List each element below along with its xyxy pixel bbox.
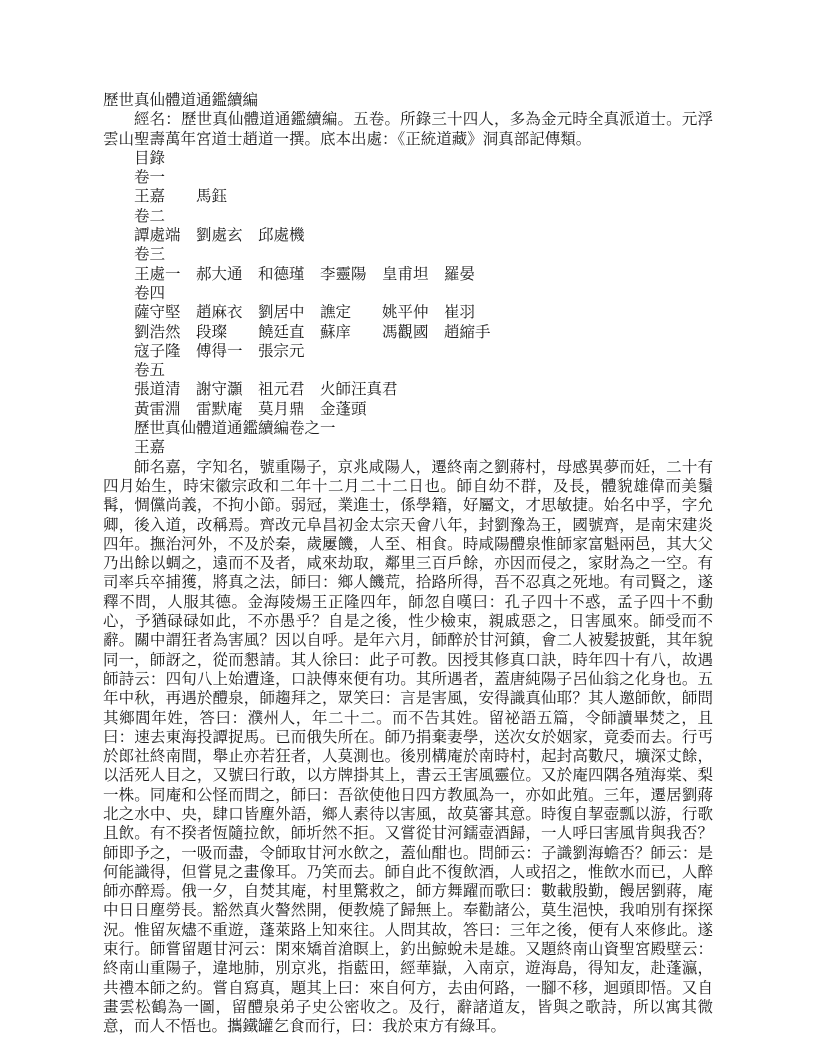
toc-name: 薩守堅 bbox=[134, 304, 181, 322]
toc-name: 謝守灝 bbox=[196, 381, 243, 399]
toc-name: 李靈陽 bbox=[320, 265, 367, 283]
toc-name-row-v5-2 bbox=[103, 400, 713, 419]
toc-name: 張宗元 bbox=[258, 342, 305, 360]
person-heading: 王嘉 bbox=[134, 439, 166, 457]
document-title: 歷世真仙體道通鑑續編 bbox=[103, 92, 259, 109]
toc-name: 趙縮手 bbox=[444, 323, 491, 341]
toc-name: 羅晏 bbox=[444, 265, 476, 283]
toc-name-row-v4-3 bbox=[103, 342, 713, 361]
toc-name-row-v4-2 bbox=[103, 323, 713, 342]
toc-name: 傅得一 bbox=[196, 342, 243, 360]
toc-name: 蘇庠 bbox=[320, 323, 352, 341]
toc-name-row-v4-1 bbox=[103, 303, 713, 322]
toc-volume-1-label: 卷一 bbox=[134, 169, 166, 187]
toc-name: 段璨 bbox=[196, 323, 228, 341]
toc-name: 姚平仲 bbox=[382, 304, 429, 322]
intro-paragraph: 經名：歷世真仙體道通鑑續編。五卷。所錄三十四人，多為金元時全真派道士。元浮雲山聖壽萬年宮道士趙道一撰。底本出處：《正統道藏》洞真部記傳類。 bbox=[103, 111, 713, 148]
toc-name: 劉居中 bbox=[258, 304, 305, 322]
toc-name-row-v1 bbox=[103, 187, 713, 206]
toc-name: 劉處玄 bbox=[196, 227, 243, 245]
toc-name: 莫月鼎 bbox=[258, 400, 305, 418]
toc-name: 王嘉 bbox=[134, 188, 166, 206]
toc-name-row-v3 bbox=[103, 265, 713, 284]
toc-name: 王處一 bbox=[134, 265, 181, 283]
biography-paragraph: 師名嘉，字知名，號重陽子，京兆咸陽人，遷終南之劉蔣村，母感異夢而妊，二十有四月始生，時宋徽宗政和二年十二月二十二日也。師自幼不群，及長，體貌雄偉而美鬚髯，惆儻尚義，不拘小節。弱冠，業進士，係學籍，好屬文，才思敏捷。始名中孚，字允卿，後入道，改稱焉。齊改元阜昌初金太宗天會八年，封劉豫為王，國號齊，是南宋建炎四年。撫治河外，不及於秦，歲屢饑，人至、相食。時咸陽醴泉惟師家富魁兩邑，其大父乃出餘以蜩之，遠而不及者，咸來劫取，鄰里三百戶餘，亦因而侵之，家財為之一空。有司率兵卒捕獲，將真之法，師曰：鄉人饑荒，拾路所得，吾不忍真之死地。有司賢之，遂釋不問，人服其德。金海陵煬王正隆四年，師忽自嘆曰：孔子四十不惑，孟子四十不動心，予猶碌碌如此，不亦愚乎？自是之後，性少檢束，親戚惡之，日害風來。師受而不辭。關中謂狂者為害風？因以自呼。是年六月，師醉於甘河鎮，會二人被髮披氈，其年貌同一，師訝之，從而懇請。其人徐曰：此子可教。因授其修真口訣，時年四十有八，故遇師詩云：四旬八上始遭逢，口訣傳來便有功。其所遇者，蓋唐純陽子呂仙翁之化身也。五年中秋，再遇於醴泉，師趨拜之，眾笑曰：言是害風，安得識真仙耶？其人邀師飲，師問其鄉閭年姓，答曰：濮州人，年二十二。而不告其姓。留祕語五篇，令師讀畢焚之，且曰：速去東海投譚捉馬。已而俄失所在。師乃捐棄妻學，送次女於姻家，竟委而去。行丐於郎社終南間，舉止亦若狂者，人莫測也。後別構庵於南時村，起封高數尺，壙深丈餘，以活死人目之，又號曰行敢，以方牌掛其上，書云王害風靈位。又於庵四隅各殖海棠、梨一株。同庵和公怪而問之，師曰：吾欲使他日四方教風為一，亦如此殖。三年，遷居劉蔣北之水中、央，肆口皆塵外語，鄉人素待以害風，故莫審其意。時復自挈壺瓢以游，行歌且飲。有不揆者恆隨拉飲，師圻然不拒。又嘗從甘河鑐壺酒歸，一人呼曰害風肯與我否？師即予之，一吸而盡，令師取甘河水飲之，蓋仙酣也。問師云：子識劉海蟾否？師云：是何能識得，但嘗見之畫像耳。乃笑而去。師自此不復飲酒，人或招之，惟飲水而已，人醉師亦醉焉。俄一夕，自焚其庵，村里驚救之，師方舞躍而歌曰：數載殷勤，饅居劉蔣，庵中日日塵勞長。豁然真火謷然開，便教燒了歸無上。奉勸諸公，莫生浥怏，我咱別有探探況。惟留灰燼不重遊，蓬萊路上知來往。人問其故，答曰：三年之後，便有人來修此。遂束行。師嘗留題甘河云：閑來矯首滄瞑上，釣出鯨蛻未是雄。又題終南山資聖宮殿壁云：終南山重陽子，違地肺，別京兆，指藍田，經華嶽，入南京，遊海島，得知友，赴蓬瀛，共禮本師之約。嘗自寫真，題其上曰：來自何方，去由何路，一腳不移，迴頭即悟。又自畫雲松鶴為一圖，留醴泉弟子史公密收之。及行，辭諸道友，皆與之歌詩，所以寓其微意，而人不悟也。攜鐵罐乞食而行，曰：我於束方有綠耳。 bbox=[103, 458, 713, 1036]
toc-heading: 目錄 bbox=[134, 149, 166, 167]
toc-volume-5-label: 卷五 bbox=[134, 362, 166, 380]
toc-volume-4-label: 卷四 bbox=[134, 284, 166, 302]
toc-name: 火師汪真君 bbox=[320, 381, 398, 399]
toc-name: 寇子隆 bbox=[134, 342, 181, 360]
toc-name: 譙定 bbox=[320, 304, 352, 322]
toc-name: 譚處端 bbox=[134, 227, 181, 245]
toc-name: 劉浩然 bbox=[134, 323, 181, 341]
toc-name: 郝大通 bbox=[196, 265, 243, 283]
toc-name: 趙麻衣 bbox=[196, 304, 243, 322]
toc-name: 馬鈺 bbox=[196, 188, 228, 206]
toc-name: 張道清 bbox=[134, 381, 181, 399]
toc-name-row-v5-1 bbox=[103, 380, 713, 399]
toc-name: 崔羽 bbox=[444, 304, 476, 322]
toc-name: 皇甫坦 bbox=[382, 265, 429, 283]
toc-name: 祖元君 bbox=[258, 381, 305, 399]
toc-name: 金蓬頭 bbox=[320, 400, 367, 418]
toc-name: 馮觀國 bbox=[382, 323, 429, 341]
chapter-heading: 歷世真仙體道通鑑續編卷之一 bbox=[134, 420, 336, 438]
toc-name: 黃雷淵 bbox=[134, 400, 181, 418]
toc-volume-2-label: 卷二 bbox=[134, 207, 166, 225]
toc-name: 雷默庵 bbox=[196, 400, 243, 418]
toc-name-row-v2 bbox=[103, 226, 713, 245]
toc-name: 邱處機 bbox=[258, 227, 305, 245]
toc-name: 饒廷直 bbox=[258, 323, 305, 341]
toc-name: 和德瑾 bbox=[258, 265, 305, 283]
toc-volume-3-label: 卷三 bbox=[134, 246, 166, 264]
